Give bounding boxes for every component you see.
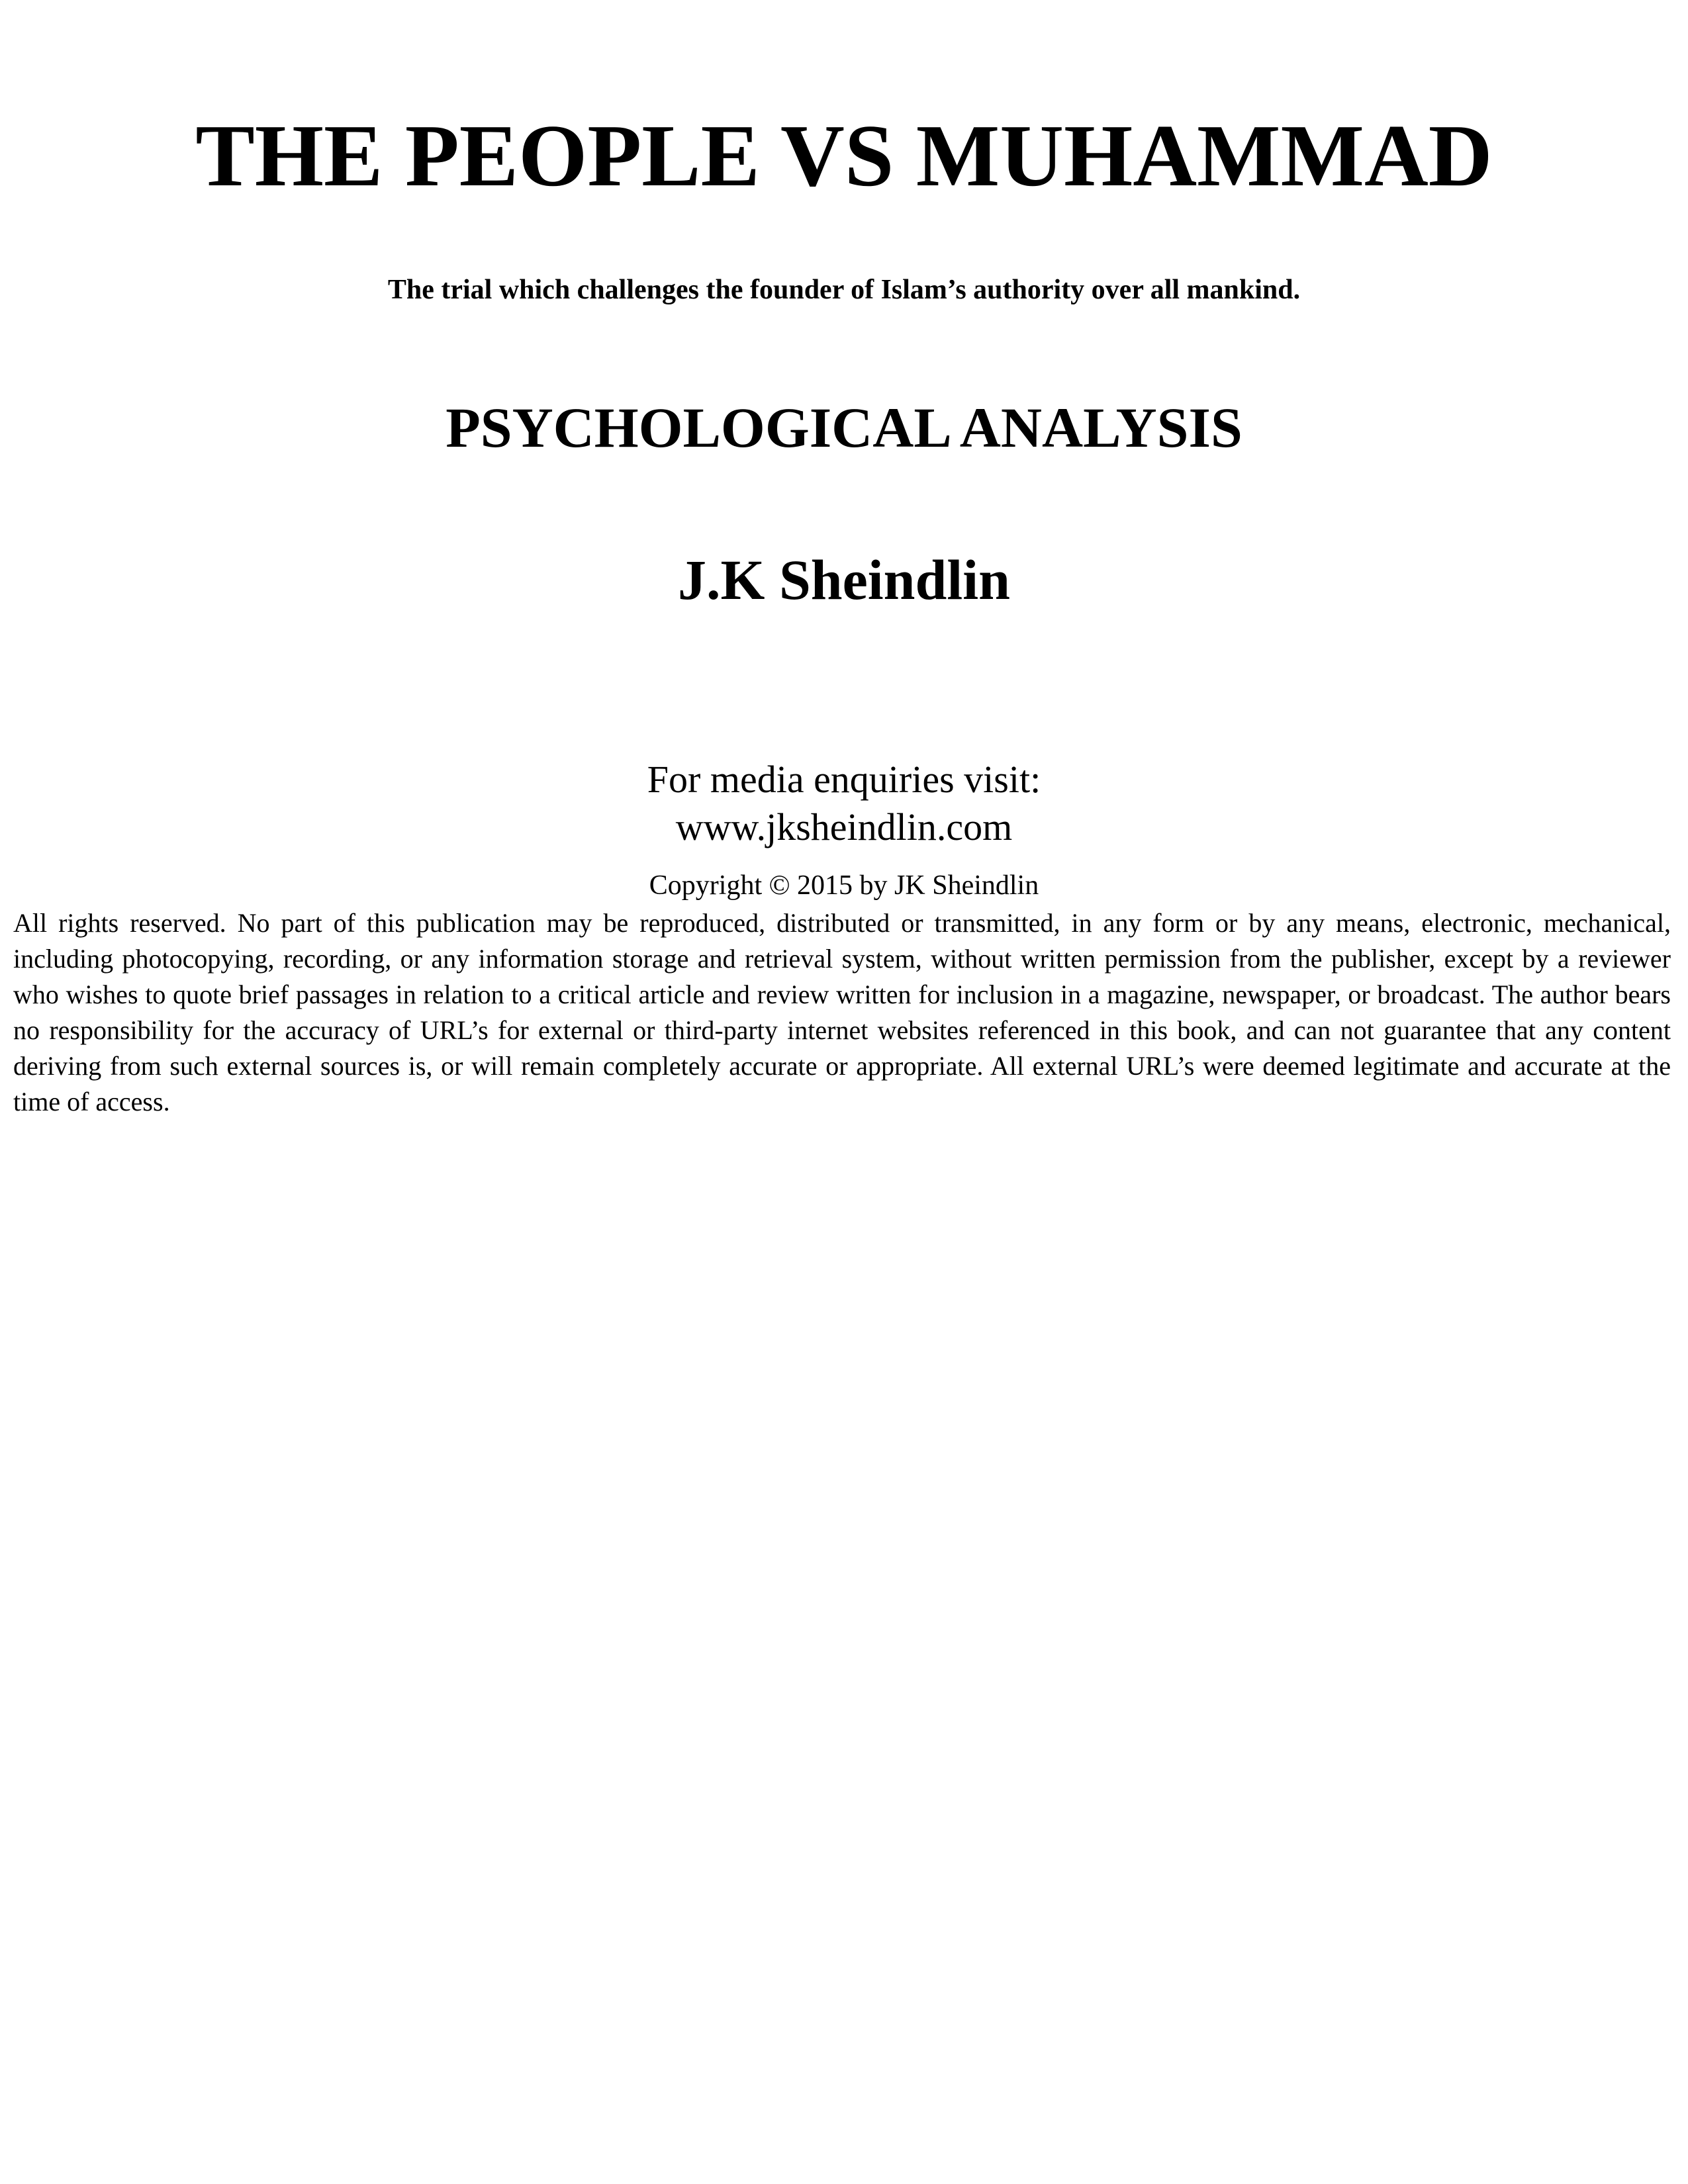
book-title: THE PEOPLE VS MUHAMMAD — [195, 107, 1493, 205]
author-name: J.K Sheindlin — [678, 548, 1010, 612]
rights-notice-paragraph: All rights reserved. No part of this publication may be reproduced, distributed or transmitted, in any form or by any means, electronic, mechanical, including photocopying, recording, or any information storage and retrieval system, without written permission from the publisher, except by a reviewer who wishes to quote brief passages in relation to a critical article and review written for inclusion in a magazine, newspaper, or broadcast. The author bears no responsibility for the accuracy of URL’s for external or third-party internet websites referenced in this book, and can not guarantee that any content deriving from such external sources is, or will remain completely accurate or appropriate. All external URL’s were deemed legitimate and accurate at the time of access. — [13, 908, 1671, 1116]
copyright-line: Copyright © 2015 by JK Sheindlin — [649, 870, 1039, 901]
media-enquiries-text: For media enquiries visit: — [647, 758, 1041, 801]
section-heading: PSYCHOLOGICAL ANALYSIS — [445, 396, 1243, 459]
book-subtitle: The trial which challenges the founder of Islam’s authority over all mankind. — [387, 275, 1301, 305]
website-link[interactable]: www.jksheindlin.com — [675, 805, 1013, 848]
